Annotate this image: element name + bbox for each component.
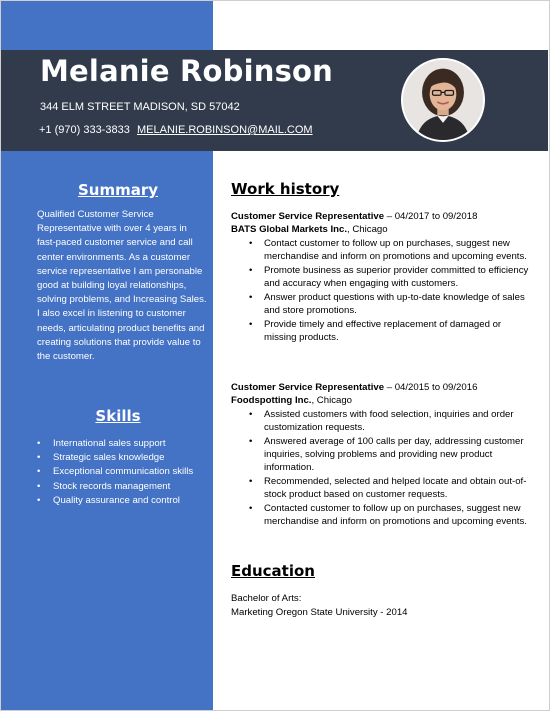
summary-heading: Summary <box>77 181 159 199</box>
job-location: , Chicago <box>311 395 352 406</box>
job-company-line <box>231 394 531 407</box>
job-dates: – 04/2015 to 09/2016 <box>384 382 478 393</box>
address-text: 344 ELM STREET MADISON, SD 57042 <box>40 101 240 113</box>
job-duty-item: • Provide timely and effective replacement of damaged or missing products. <box>249 318 531 344</box>
job-duties-list <box>231 408 531 528</box>
summary-text: Qualified Customer Service Representative with over 4 years in fast-paced customer service and call center environments. As a customer service representative I am personable good at building loyal relationships, solving problems, and Increasing Sales. I also excel in listening to customer needs, articulating product benefits and creating solutions that provide value to the customer. <box>37 209 207 363</box>
job-title-line <box>231 210 531 223</box>
candidate-name: Melanie Robinson <box>40 54 334 88</box>
job-entry-2 <box>231 381 531 529</box>
job-title: Customer Service Representative <box>231 211 385 222</box>
education-detail: Marketing Oregon State University - 2014 <box>231 607 408 618</box>
job-company: Foodspotting Inc. <box>231 395 312 406</box>
skill-item: • Stock records management <box>37 480 193 494</box>
job-duty-item: • Answered average of 100 calls per day, addressing customer inquiries, solving problems and providing new product information. <box>249 435 531 475</box>
skills-list <box>37 437 193 508</box>
job-entry-1 <box>231 210 531 345</box>
job-duties-list <box>231 237 531 344</box>
education-degree: Bachelor of Arts: <box>231 593 302 604</box>
job-company: BATS Global Markets Inc. <box>231 224 348 235</box>
profile-photo-illustration <box>403 60 483 140</box>
phone-text: +1 (970) 333-3833 <box>39 124 130 136</box>
profile-photo <box>401 58 485 142</box>
job-title: Customer Service Representative <box>231 382 385 393</box>
job-duty-item: • Contacted customer to follow up on purchases, suggest new merchandise and inform on promotions and upcoming events. <box>249 502 531 528</box>
job-duty-item: • Promote business as superior provider committed to efficiency and accuracy when engaging with customers. <box>249 264 531 290</box>
job-location: , Chicago <box>347 224 388 235</box>
skill-item: • Exceptional communication skills <box>37 465 193 479</box>
education-entry <box>231 592 408 620</box>
email-link[interactable]: MELANIE.ROBINSON@MAIL.COM <box>137 124 313 136</box>
work-history-heading: Work history <box>231 180 340 198</box>
job-duty-item: • Answer product questions with up-to-date knowledge of sales and store promotions. <box>249 291 531 317</box>
education-heading: Education <box>231 562 315 580</box>
skill-item: • Strategic sales knowledge <box>37 451 193 465</box>
job-duty-item: • Assisted customers with food selection, inquiries and order customization requests. <box>249 408 531 434</box>
skill-item: • International sales support <box>37 437 193 451</box>
job-title-line <box>231 381 531 394</box>
job-duty-item: • Recommended, selected and helped locate and obtain out-of-stock product based on customer requests. <box>249 475 531 501</box>
job-company-line <box>231 223 531 236</box>
job-duty-item: • Contact customer to follow up on purchases, suggest new merchandise and inform on promotions and upcoming events. <box>249 237 531 263</box>
skills-heading: Skills <box>95 407 141 425</box>
job-dates: – 04/2017 to 09/2018 <box>384 211 478 222</box>
skill-item: • Quality assurance and control <box>37 494 193 508</box>
